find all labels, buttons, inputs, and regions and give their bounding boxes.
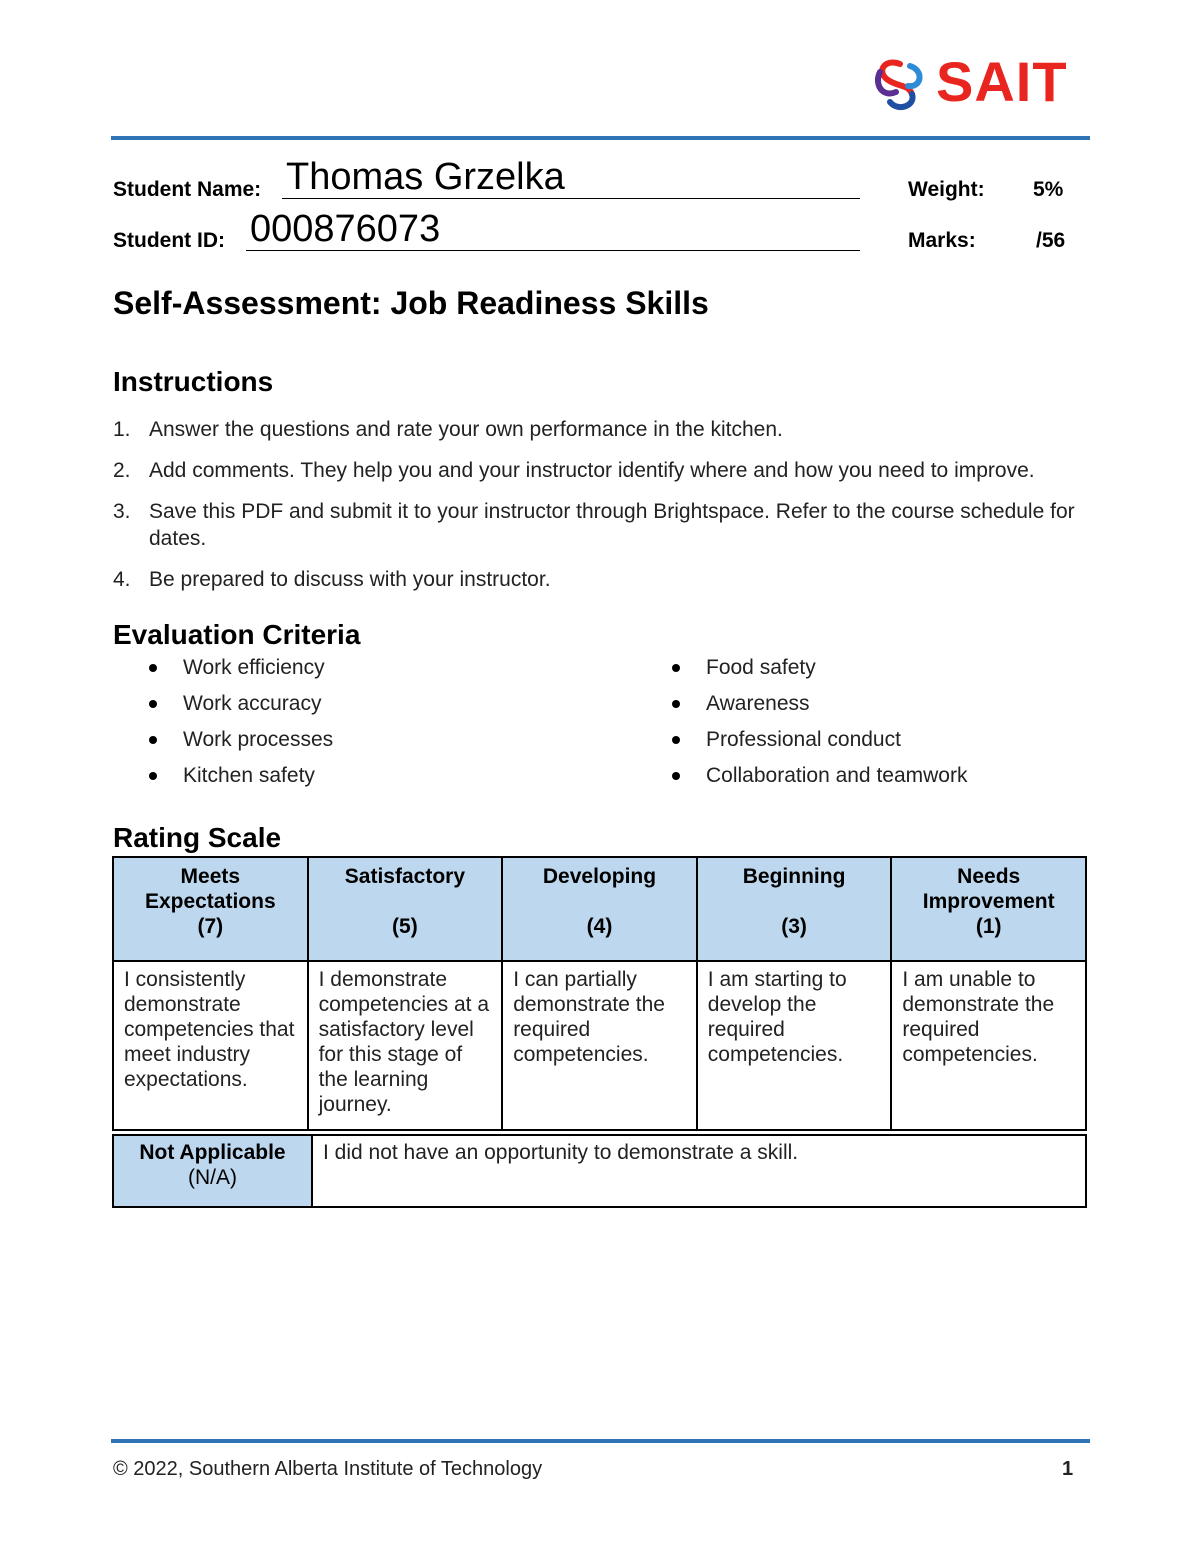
weight-value: 5% bbox=[1033, 178, 1064, 201]
rating-scale-header-row bbox=[113, 857, 1086, 961]
rating-value: (4) bbox=[586, 915, 613, 938]
rating-scale-desc-row bbox=[113, 961, 1086, 1130]
rating-name: Developing bbox=[542, 865, 657, 888]
rating-description: I am starting to develop the required competencies. bbox=[697, 961, 892, 1130]
criteria-text: Collaboration and teamwork bbox=[706, 764, 968, 787]
criteria-text: Work processes bbox=[183, 728, 334, 751]
bullet-icon bbox=[672, 736, 680, 744]
rating-name: Needs Improvement bbox=[922, 865, 1055, 913]
marks-label: Marks: bbox=[908, 229, 976, 252]
rating-value: (3) bbox=[781, 915, 807, 938]
criteria-text: Work efficiency bbox=[183, 656, 325, 679]
bullet-icon bbox=[149, 700, 157, 708]
rating-header-cell bbox=[697, 857, 892, 961]
criteria-text: Awareness bbox=[706, 692, 810, 715]
criteria-item bbox=[149, 655, 649, 681]
criteria-item bbox=[149, 763, 649, 789]
criteria-item bbox=[149, 691, 649, 717]
bullet-icon bbox=[672, 700, 680, 708]
rating-scale-table bbox=[112, 856, 1087, 1131]
marks-value: /56 bbox=[1036, 229, 1066, 252]
instruction-number: 2. bbox=[113, 459, 131, 482]
student-name-label: Student Name: bbox=[113, 178, 262, 201]
bullet-icon bbox=[672, 772, 680, 780]
not-applicable-header bbox=[113, 1135, 312, 1207]
not-applicable-row bbox=[113, 1135, 1086, 1207]
criteria-item bbox=[672, 763, 1072, 789]
weight-label: Weight: bbox=[908, 178, 985, 201]
rating-description: I demonstrate competencies at a satisfactory level for this stage of the learning journey. bbox=[308, 961, 503, 1130]
rating-header-cell bbox=[308, 857, 503, 961]
bullet-icon bbox=[149, 736, 157, 744]
na-value: (N/A) bbox=[188, 1166, 237, 1189]
bullet-icon bbox=[149, 772, 157, 780]
sait-logo-icon bbox=[872, 54, 932, 114]
rating-value: (7) bbox=[197, 915, 224, 938]
not-applicable-description: I did not have an opportunity to demonstrate a skill. bbox=[312, 1135, 1086, 1207]
instruction-item bbox=[113, 498, 1083, 552]
criteria-text: Professional conduct bbox=[706, 728, 901, 751]
instructions-heading: Instructions bbox=[113, 366, 274, 397]
rating-name: Satisfactory bbox=[344, 865, 465, 888]
rating-name: Beginning bbox=[742, 865, 846, 888]
student-id-label: Student ID: bbox=[113, 229, 225, 252]
instruction-text: Save this PDF and submit it to your instructor through Brightspace. Refer to the course schedule for dates. bbox=[149, 500, 1075, 550]
page-title: Self-Assessment: Job Readiness Skills bbox=[113, 285, 709, 321]
footer-rule bbox=[111, 1439, 1090, 1443]
instruction-item bbox=[113, 457, 1083, 484]
sait-logo-text: SAIT bbox=[936, 50, 1068, 113]
top-rule bbox=[111, 136, 1090, 140]
page-number: 1 bbox=[1062, 1458, 1074, 1480]
criteria-heading: Evaluation Criteria bbox=[113, 619, 361, 650]
bullet-icon bbox=[149, 664, 157, 672]
bullet-icon bbox=[672, 664, 680, 672]
rating-description: I can partially demonstrate the required competencies. bbox=[502, 961, 697, 1130]
sait-logo bbox=[872, 50, 1072, 114]
instruction-text: Add comments. They help you and your instructor identify where and how you need to improve. bbox=[149, 459, 1035, 482]
rating-scale-heading: Rating Scale bbox=[113, 822, 282, 853]
criteria-item bbox=[149, 727, 649, 753]
student-id-field[interactable]: 000876073 bbox=[246, 208, 860, 251]
instruction-number: 3. bbox=[113, 500, 131, 523]
rating-header-cell bbox=[113, 857, 308, 961]
instruction-item bbox=[113, 566, 1083, 593]
instruction-number: 1. bbox=[113, 418, 131, 441]
criteria-item bbox=[672, 655, 1072, 681]
instruction-number: 4. bbox=[113, 568, 131, 591]
rating-value: (5) bbox=[392, 915, 418, 938]
rating-name: Meets Expectations bbox=[144, 865, 276, 913]
rating-description: I am unable to demonstrate the required competencies. bbox=[891, 961, 1086, 1130]
rating-value: (1) bbox=[975, 915, 1002, 938]
not-applicable-table bbox=[112, 1134, 1087, 1208]
instruction-text: Answer the questions and rate your own performance in the kitchen. bbox=[149, 418, 783, 441]
rating-header-cell bbox=[891, 857, 1086, 961]
criteria-text: Kitchen safety bbox=[183, 764, 315, 787]
instruction-item bbox=[113, 416, 1083, 443]
criteria-text: Work accuracy bbox=[183, 692, 322, 715]
rating-description: I consistently demonstrate competencies that meet industry expectations. bbox=[113, 961, 308, 1130]
student-name-field[interactable]: Thomas Grzelka bbox=[282, 156, 860, 199]
criteria-item bbox=[672, 727, 1072, 753]
instruction-text: Be prepared to discuss with your instructor. bbox=[149, 568, 551, 591]
copyright-text: © 2022, Southern Alberta Institute of Technology bbox=[113, 1458, 543, 1480]
na-name: Not Applicable bbox=[139, 1141, 286, 1164]
criteria-item bbox=[672, 691, 1072, 717]
criteria-text: Food safety bbox=[706, 656, 816, 679]
rating-header-cell bbox=[502, 857, 697, 961]
